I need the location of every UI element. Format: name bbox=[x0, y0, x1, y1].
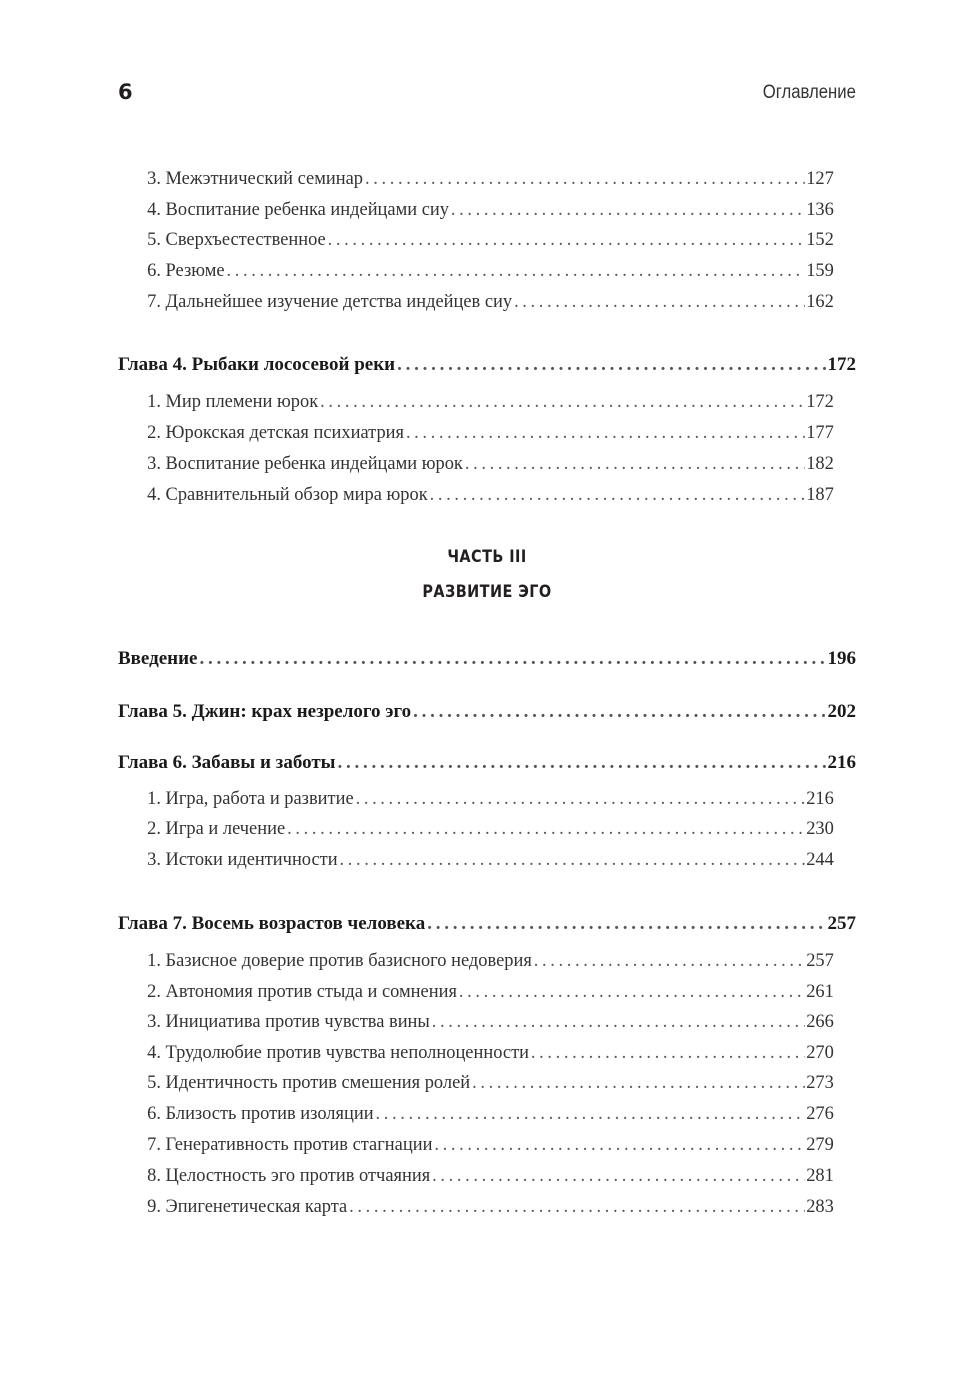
toc-entry[interactable] bbox=[118, 168, 834, 190]
toc-entry-page: 261 bbox=[806, 981, 834, 1002]
chapter-page: 202 bbox=[827, 701, 856, 722]
toc-entry-label: 3. Инициатива против чувства вины bbox=[147, 1011, 430, 1032]
leader-dots bbox=[340, 849, 805, 871]
toc-entry-label: 8. Целостность эго против отчаяния bbox=[147, 1165, 431, 1186]
toc-entry-label: 4. Трудолюбие против чувства неполноценности bbox=[147, 1042, 529, 1063]
toc-entry-label: 2. Игра и лечение bbox=[147, 818, 286, 839]
page-number: 6 bbox=[118, 80, 133, 104]
toc-introduction[interactable] bbox=[118, 648, 856, 670]
leader-dots bbox=[413, 701, 825, 723]
toc-entry-page: 136 bbox=[806, 199, 834, 220]
leader-dots bbox=[200, 648, 826, 670]
toc-entry-page: 127 bbox=[806, 168, 834, 189]
toc-entry[interactable] bbox=[118, 391, 834, 413]
toc-entry[interactable] bbox=[118, 199, 834, 221]
toc-entry[interactable] bbox=[118, 1165, 834, 1187]
leader-dots bbox=[430, 484, 805, 506]
toc-entry-page: 172 bbox=[806, 391, 834, 412]
leader-dots bbox=[406, 422, 804, 444]
part-number: ЧАСТЬ III bbox=[447, 547, 527, 567]
toc-entry[interactable] bbox=[118, 422, 834, 444]
toc-entry[interactable] bbox=[118, 788, 834, 810]
toc-entry-page: 257 bbox=[806, 950, 834, 971]
leader-dots bbox=[465, 453, 804, 475]
leader-dots bbox=[287, 818, 804, 840]
toc-entry[interactable] bbox=[118, 229, 834, 251]
toc-entry[interactable] bbox=[118, 1196, 834, 1218]
toc-entry-page: 216 bbox=[806, 788, 834, 809]
toc-entry-page: 230 bbox=[806, 818, 834, 839]
toc-entry-label: 3. Межэтнический семинар bbox=[147, 168, 364, 189]
toc-entry-label: 2. Автономия против стыда и сомнения bbox=[147, 981, 457, 1002]
toc-entry[interactable] bbox=[118, 1103, 834, 1125]
chapter-page: 216 bbox=[827, 752, 856, 773]
toc-entry-page: 187 bbox=[806, 484, 834, 505]
toc-entry-label: 9. Эпигенетическая карта bbox=[147, 1196, 348, 1217]
leader-dots bbox=[349, 1196, 804, 1218]
chapter-title: Глава 4. Рыбаки лососевой реки bbox=[118, 354, 396, 375]
toc-entry-label: 6. Резюме bbox=[147, 260, 225, 281]
toc-entry[interactable] bbox=[118, 453, 834, 475]
toc-entry[interactable] bbox=[118, 1072, 834, 1094]
leader-dots bbox=[514, 291, 804, 313]
toc-entry-label: 1. Мир племени юрок bbox=[147, 391, 319, 412]
leader-dots bbox=[434, 1134, 804, 1156]
toc-entry-page: 266 bbox=[806, 1011, 834, 1032]
toc-entry-page: 276 bbox=[806, 1103, 834, 1124]
toc-entry[interactable] bbox=[118, 950, 834, 972]
leader-dots bbox=[227, 260, 805, 282]
leader-dots bbox=[356, 788, 805, 810]
leader-dots bbox=[365, 168, 804, 190]
leader-dots bbox=[328, 229, 805, 251]
chapter-page: 172 bbox=[827, 354, 856, 375]
toc-entry[interactable] bbox=[118, 818, 834, 840]
toc-chapter-7[interactable] bbox=[118, 913, 856, 935]
toc-entry-page: 244 bbox=[806, 849, 834, 870]
leader-dots bbox=[320, 391, 804, 413]
toc-entry-page: 182 bbox=[806, 453, 834, 474]
toc-entry-label: 5. Сверхъестественное bbox=[147, 229, 326, 250]
toc-entry[interactable] bbox=[118, 981, 834, 1003]
toc-entry[interactable] bbox=[118, 849, 834, 871]
chapter-title: Глава 7. Восемь возрастов человека bbox=[118, 913, 426, 934]
toc-entry[interactable] bbox=[118, 291, 834, 313]
leader-dots bbox=[451, 199, 804, 221]
toc-entry[interactable] bbox=[118, 484, 834, 506]
toc-chapter-4[interactable] bbox=[118, 354, 856, 376]
chapter-title: Глава 5. Джин: крах незрелого эго bbox=[118, 701, 412, 722]
toc-entry-page: 270 bbox=[806, 1042, 834, 1063]
chapter-page: 257 bbox=[827, 913, 856, 934]
toc-chapter-6[interactable] bbox=[118, 752, 856, 774]
toc-entry-page: 281 bbox=[806, 1165, 834, 1186]
toc-entry[interactable] bbox=[118, 1042, 834, 1064]
toc-entry-page: 152 bbox=[806, 229, 834, 250]
leader-dots bbox=[534, 950, 805, 972]
toc-entry[interactable] bbox=[118, 1011, 834, 1033]
chapter-page: 196 bbox=[827, 648, 856, 669]
toc-entry-label: 2. Юрокская детская психиатрия bbox=[147, 422, 404, 443]
toc-entry[interactable] bbox=[118, 260, 834, 282]
leader-dots bbox=[459, 981, 804, 1003]
toc-entry-page: 279 bbox=[806, 1134, 834, 1155]
toc-chapter-5[interactable] bbox=[118, 701, 856, 723]
leader-dots bbox=[531, 1042, 804, 1064]
toc-entry-label: 1. Игра, работа и развитие bbox=[147, 788, 354, 809]
toc-entry-page: 159 bbox=[806, 260, 834, 281]
leader-dots bbox=[376, 1103, 805, 1125]
leader-dots bbox=[432, 1011, 805, 1033]
leader-dots bbox=[338, 752, 826, 774]
toc-entry-page: 283 bbox=[806, 1196, 834, 1217]
toc-entry-label: 3. Воспитание ребенка индейцами юрок bbox=[147, 453, 463, 474]
leader-dots bbox=[432, 1165, 804, 1187]
toc-entry-label: 5. Идентичность против смешения ролей bbox=[147, 1072, 471, 1093]
toc-entry-label: 7. Дальнейшее изучение детства индейцев сиу bbox=[147, 291, 513, 312]
toc-entry-label: 7. Генеративность против стагнации bbox=[147, 1134, 433, 1155]
chapter-title: Введение bbox=[118, 648, 198, 669]
toc-entry-page: 177 bbox=[806, 422, 834, 443]
toc-entry-label: 3. Истоки идентичности bbox=[147, 849, 338, 870]
leader-dots bbox=[397, 354, 825, 376]
part-title: РАЗВИТИЕ ЭГО bbox=[422, 582, 552, 602]
toc-entry-label: 4. Сравнительный обзор мира юрок bbox=[147, 484, 428, 505]
toc-entry-page: 162 bbox=[806, 291, 834, 312]
toc-entry-label: 1. Базисное доверие против базисного недоверия bbox=[147, 950, 532, 971]
toc-entry[interactable] bbox=[118, 1134, 834, 1156]
toc-entry-page: 273 bbox=[806, 1072, 834, 1093]
leader-dots bbox=[427, 913, 825, 935]
leader-dots bbox=[472, 1072, 804, 1094]
toc-entry-label: 6. Близость против изоляции bbox=[147, 1103, 374, 1124]
running-title: Оглавление bbox=[762, 82, 856, 103]
toc-entry-label: 4. Воспитание ребенка индейцами сиу bbox=[147, 199, 449, 220]
chapter-title: Глава 6. Забавы и заботы bbox=[118, 752, 336, 773]
